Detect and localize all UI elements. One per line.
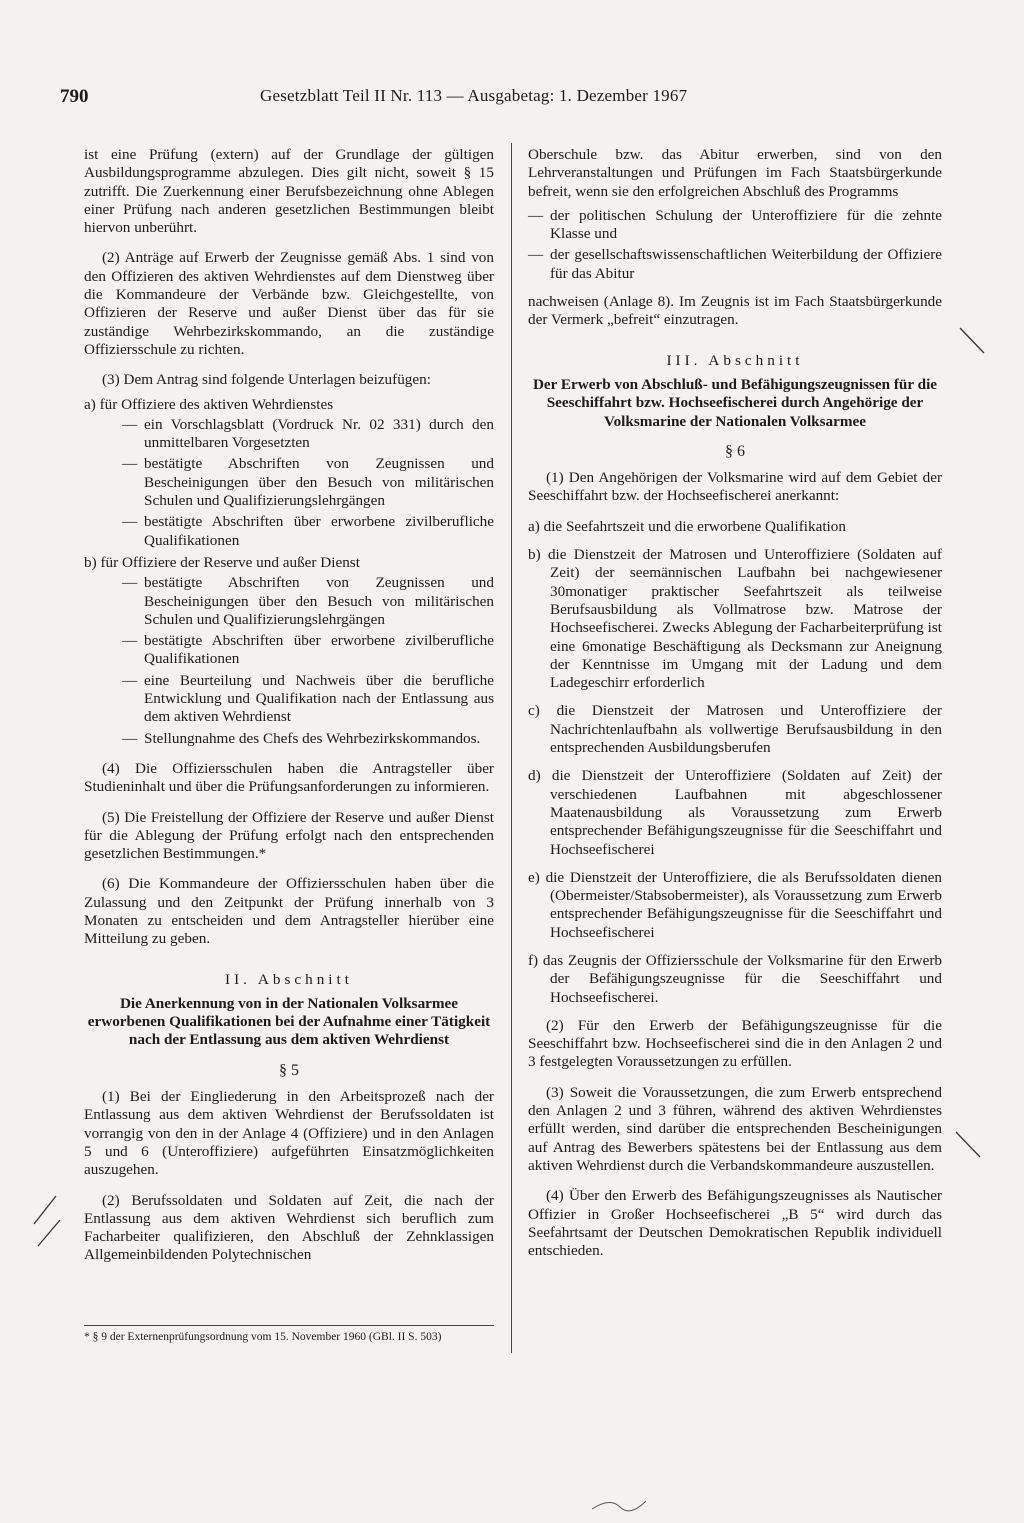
section-6-paragraph-3: (3) Soweit die Voraussetzungen, die zum Erwerb entsprechend den Anlagen 2 und 3 führen, während des aktiven Wehrdienstes erfüllt werden, sind darüber die entsprechenden Bescheinigungen auf Antrag des Bewerbers spätestens bei der Entlassung aus dem aktiven Wehrdienst durch die Verbandskommandeure auszustellen. xyxy=(528,1083,942,1174)
section-2-title: II. Abschnitt xyxy=(225,970,353,988)
section-5-paragraph-2: (2) Berufssoldaten und Soldaten auf Zeit, die nach der Entlassung aus dem aktiven Wehrdienst sich beruflich zum Facharbeiter qualifizieren, den Abschluß der Zehnklassigen Allgemeinbildenden Polytechnischen xyxy=(84,1191,494,1264)
list-b-label: b) für Offiziere der Reserve und außer Dienst xyxy=(84,553,360,571)
list-item: — Stellungnahme des Chefs des Wehrbezirkskommandos. xyxy=(122,730,494,748)
list-a-label: a) für Offiziere des aktiven Wehrdienstes xyxy=(84,395,334,413)
header-title: Gesetzblatt Teil II Nr. 113 — Ausgabetag: 1. Dezember 1967 xyxy=(260,86,688,105)
section-6-paragraph-2: (2) Für den Erwerb der Befähigungszeugnisse für die Seeschiffahrt bzw. Hochseefischerei sind die in den Anlagen 2 und 3 festgelegten Voraussetzungen zu erfüllen. xyxy=(528,1016,942,1071)
list-b-items xyxy=(122,574,494,748)
paragraph-continued: Oberschule bzw. das Abitur erwerben, sind von den Lehrveranstaltungen und Prüfungen im Fach Staatsbürgerkunde befreit, wenn sie den erfolgreichen Abschluß des Programms xyxy=(528,146,942,200)
paragraph-5: (5) Die Freistellung der Offiziere der Reserve und außer Dienst für die Ablegung der Prüfung erfolgt nach den entsprechenden gesetzlichen Bestimmungen.* xyxy=(84,808,494,863)
section-2-heading: Die Anerkennung von in der Nationalen Volksarmee erworbenen Qualifikationen bei der Aufnahme einer Tätigkeit nach der Entlassung aus dem aktiven Wehrdienst xyxy=(87,994,491,1049)
section-5-paragraph-1: (1) Bei der Eingliederung in den Arbeitsprozeß nach der Entlassung aus dem aktiven Wehrdienst der Berufssoldaten ist vorrangig von den in der Anlage 4 (Offiziere) und in den Anlagen 5 und 6 (Unteroffiziere) aufgeführten Einsatzmöglichkeiten auszugehen. xyxy=(84,1088,494,1179)
paragraph-intro: ist eine Prüfung (extern) auf der Grundlage der gültigen Ausbildungsprogramme abzulegen. Dies gilt nicht, soweit § 15 zutrifft. Die Zuerkennung einer Berufsbezeichnung ohne Ablegen einer Prüfung nach anderen gesetzlichen Bestimmungen bleibt hiervon unberührt. xyxy=(84,146,494,237)
recognition-item-f: f) das Zeugnis der Offiziersschule der Volksmarine für den Erwerb der Befähigungszeugnisse für die Seeschiffahrt und Hochseefischerei. xyxy=(528,951,942,1006)
list-item: — bestätigte Abschriften von Zeugnissen und Bescheinigungen über den Besuch von militärischen Schulen und Qualifizierungslehrgängen xyxy=(122,455,494,510)
list-item-b xyxy=(84,554,494,748)
list-item: — bestätigte Abschriften über erworbene zivilberufliche Qualifikationen xyxy=(122,513,494,550)
list-item: — der politischen Schulung der Unteroffiziere für die zehnte Klasse und xyxy=(528,207,942,244)
paragraph-2: (2) Anträge auf Erwerb der Zeugnisse gemäß Abs. 1 sind von den Offizieren des aktiven Wehrdienstes auf dem Dienstweg über die Kommandeure der Verbände bzw. Gleichgestellte, von Offizieren der Reserve und außer Dienst über das für sie zuständige Wehrbezirkskommando, an die zuständige Offiziersschule zu richten. xyxy=(84,249,494,358)
paragraph-5-mark: § 5 xyxy=(279,1061,299,1079)
list-item: — der gesellschaftswissenschaftlichen Weiterbildung der Offiziere für das Abitur xyxy=(528,246,942,283)
recognition-item-c: c) die Dienstzeit der Matrosen und Unteroffiziere der Nachrichtenlaufbahn als vollwertige Berufsausbildung in den entsprechenden Ausbildungsberufen xyxy=(528,702,942,757)
margin-stroke-mark xyxy=(954,1130,984,1160)
paragraph-6: (6) Die Kommandeure der Offiziersschulen haben über die Zulassung und den Zeitpunkt der Prüfung innerhalb von 3 Monaten zu entscheiden und dem Antragsteller hierüber eine Mitteilung zu geben. xyxy=(84,875,494,948)
footnote: * § 9 der Externenprüfungsordnung vom 15. November 1960 (GBl. II S. 503) xyxy=(84,1325,494,1344)
right-column xyxy=(528,146,942,1272)
dash-list xyxy=(528,207,942,283)
section-3-title: III. Abschnitt xyxy=(666,351,804,369)
paragraph-nachweisen: nachweisen (Anlage 8). Im Zeugnis ist im Fach Staatsbürgerkunde der Vermerk „befreit“ einzutragen. xyxy=(528,293,942,329)
section-6-paragraph-4: (4) Über den Erwerb des Befähigungszeugnisses als Nautischer Offizier in Großer Hochseefischerei „B 5“ wird durch das Seefahrtsamt der Deutschen Demokratischen Republik individuell entschieden. xyxy=(528,1187,942,1260)
list-a-items xyxy=(122,416,494,550)
paragraph-3: (3) Dem Antrag sind folgende Unterlagen beizufügen: xyxy=(102,371,431,389)
bottom-scribble-mark xyxy=(590,1495,650,1515)
paragraph-4: (4) Die Offiziersschulen haben die Antragsteller über Studieninhalt und über die Prüfungsanforderungen zu informieren. xyxy=(84,759,494,796)
paragraph-6-mark: § 6 xyxy=(725,442,745,460)
list-item: — bestätigte Abschriften über erworbene zivilberufliche Qualifikationen xyxy=(122,632,494,669)
list-item: — bestätigte Abschriften von Zeugnissen und Bescheinigungen über den Besuch von militärischen Schulen und Qualifizierungslehrgängen xyxy=(122,574,494,629)
recognition-item-b: b) die Dienstzeit der Matrosen und Unteroffiziere (Soldaten auf Zeit) der seemännischen Laufbahn bei nachgewiesener 30monatiger praktischer Seefahrtszeit als teilweise Berufsausbildung als Vollmatrose bzw. Matrose der Hochseefischerei. Zwecks Ablegung der Facharbeiterprüfung ist eine 6monatige Beschäftigung als Decksmann zur Aneignung der Kenntnisse im Umgang mit der Ladung und dem Ladegeschirr erforderlich xyxy=(528,546,942,692)
list-item: — eine Beurteilung und Nachweis über die berufliche Entwicklung und Qualifikation nach der Entlassung aus dem aktiven Wehrdienst xyxy=(122,672,494,727)
section-6-paragraph-1: (1) Den Angehörigen der Volksmarine wird auf dem Gebiet der Seeschiffahrt bzw. der Hochseefischerei anerkannt: xyxy=(528,469,942,505)
attachment-list xyxy=(84,396,494,748)
recognition-item-d: d) die Dienstzeit der Unteroffiziere (Soldaten auf Zeit) der verschiedenen Laufbahnen mit abgeschlossener Maatenausbildung als Voraussetzung zum Erwerb entsprechender Befähigungszeugnisse für die Seeschiffahrt und Hochseefischerei xyxy=(528,767,942,858)
list-item-a xyxy=(84,396,494,550)
section-3-heading: Der Erwerb von Abschluß- und Befähigungszeugnissen für die Seeschiffahrt bzw. Hochseefischerei durch Angehörige der Volksmarine der Nationalen Volksarmee xyxy=(532,375,938,430)
left-column xyxy=(84,146,494,1277)
recognition-item-a: a) die Seefahrtszeit und die erworbene Qualifikation xyxy=(528,517,846,535)
column-divider xyxy=(511,143,512,1353)
margin-slash-mark xyxy=(30,1190,70,1250)
margin-stroke-mark xyxy=(958,326,988,356)
recognition-item-e: e) die Dienstzeit der Unteroffiziere, die als Berufssoldaten dienen (Obermeister/Stabsobermeister), als Voraussetzung zum Erwerb entsprechender Befähigungszeugnisse für die Seeschiffahrt und Hochseefischerei xyxy=(528,868,942,941)
page-number: 790 xyxy=(60,86,89,107)
list-item: — ein Vorschlagsblatt (Vordruck Nr. 02 331) durch den unmittelbaren Vorgesetzten xyxy=(122,416,494,453)
page-header xyxy=(60,86,790,110)
